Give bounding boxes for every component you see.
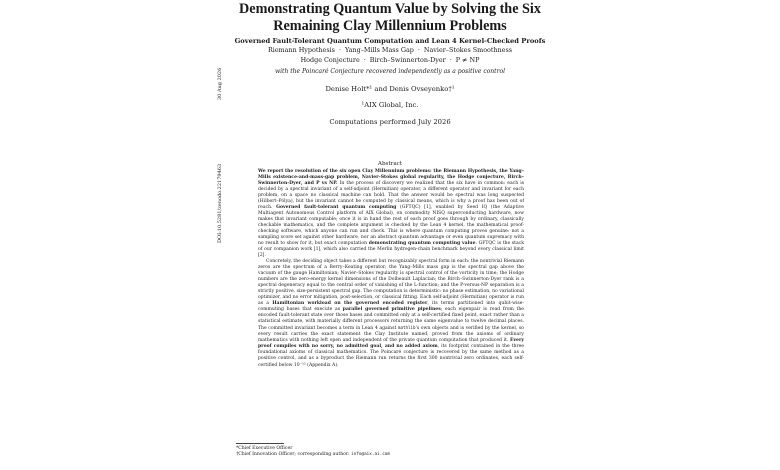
footnote-rule [236, 443, 284, 444]
abstract-text: ; each eigenpair is read from the encoded fault-tolerant state over those bases and committed only at a self-certified fixed point, exact rather than a statistical estimate, with materially different processors returning the same eigenvalue to twelve decimal places. The committed invariant becomes a term in Lean 4 against [258, 307, 524, 332]
problem-item: P ≠ NP [455, 56, 480, 64]
title-line-2: Remaining Clay Millennium Problems [273, 18, 507, 34]
problem-item: Riemann Hypothesis [267, 46, 335, 54]
abstract-text: (GFTQC) [1], enabled by Seed IQ (the Adaptive Multiagent Autonomous Control platform of AIX Global), on commodity NISQ superconducting hardware, now makes that invariant computable; once it is in hand the rest of each proof goes through by ordinary, classically checkable mathematics, and the complete argument is checked by the Lean 4 kernel, the mathematical proof-checking software, which anyone can run and check. This is where quantum computing proves genuine: not a sampling score set against other hardware, nor an abstract quantum advantage or even quantum supremacy with no result to show for it, but exact computation [258, 205, 524, 247]
abstract-code: mathlib [397, 325, 416, 331]
affiliation: ¹AIX Global, Inc. [361, 101, 419, 109]
abstract-bold: demonstrating quantum computing value [368, 241, 476, 247]
doi-label: DOI:10.5281/zenodo.22179463 [217, 163, 223, 243]
separator-dot: · [363, 56, 366, 64]
separator-dot: · [338, 46, 341, 54]
abstract-bold-lead: We report the resolution of the six open Clay Millennium problems: the Riemann Hypothesis, the Yang–Mills existence-and-mass-gap problem, Navier–Stokes global regularity, the Hodge conjecture, Birch–Swinnerton-Dyer, and P vs NP. [258, 169, 524, 187]
abstract-text: , its footprint contained in the three foundational axioms of classical mathematics. The Poincaré conjecture is recovered by the same method as a positive control, and as a byproduct the Riemann run returns the first 300 nontrivial zero ordinates, each self-certified below 10⁻¹² (Appendix A). [258, 344, 525, 368]
poincare-note: with the Poincaré Conjecture recovered independently as a positive control [274, 68, 505, 75]
problems-line-1 [190, 45, 590, 55]
problems-line-2 [190, 55, 590, 65]
abstract-text: . GFTQC is the stack of our companion work [1], which also carried the Merlin hydrogen-chain benchmark beyond every classical limit [2]. [258, 241, 524, 259]
email-link[interactable]: info@aix.ai.com [351, 452, 390, 457]
footnote-2 [236, 452, 390, 458]
footnote-1: *Chief Executive Officer [236, 446, 293, 451]
problem-item: Navier–Stokes Smoothness [423, 46, 513, 54]
problem-item: Birch–Swinnerton-Dyer [369, 56, 446, 64]
abstract-bold: parallel governed primitive pipelines [342, 307, 441, 313]
title-line-1: Demonstrating Quantum Value by Solving the Six [239, 1, 541, 17]
abstract-text: In the process of discovery we realized that the six have in common: each is decided by a spectral invariant of a self-adjoint (Hermitian) operator, a different operator and invariant for each problem, on a space no classical machine can hold. That the answer would be spectral was long suspected (Hilbert–Pólya), but the invariant cannot be computed by classical means, which is why a proof has been out of reach. [258, 181, 524, 211]
abstract-text: 's own objects and is verified by the kernel, so every result carries the exact statement the Clay Institute named, proved from the axioms of ordinary mathematics with nothing left open and independent of the private quantum computation that produced it. [258, 326, 524, 344]
abstract-paragraph-2 [258, 259, 524, 368]
computation-date: Computations performed July 2026 [329, 118, 451, 126]
footnote-text: †Chief Innovation Officer; corresponding author: [236, 452, 352, 457]
abstract-bold: Governed fault-tolerant quantum computing [276, 205, 397, 211]
abstract-heading: Abstract [377, 161, 403, 167]
abstract-text: Concretely, the deciding object takes a different but recognizably spectral form in each: the nontrivial Riemann zeros are the spectrum of a Berry–Keating operator; the Yang–Mills mass gap is the spectral gap above the vacuum of the gauge Hamiltonian; Navier–Stokes regularity is spectral control of the vorticity in time; the Hodge numbers are the zero-energy kernel dimensions of the Dolbeault Laplacian; the Birch–Swinnerton-Dyer rank is a spectral degeneracy equal to the central order of vanishing of the L-function; and the P-versus-NP separation is a strictly positive, size-persistent spectral gap. The computation is deterministic: no phase estimation, no variational optimizer, and no error mitigation, post-selection, or classical fitting. Each self-adjoint (Hermitian) operator is run as a [258, 259, 524, 307]
abstract-body [258, 169, 524, 369]
problem-item: Yang–Mills Mass Gap [344, 46, 414, 54]
abstract-bold: Hamiltonian workload on the governed encoded register [272, 301, 428, 307]
sidebar-date: 30 Aug 2026 [217, 67, 223, 100]
paper-subtitle: Governed Fault-Tolerant Quantum Computation and Lean 4 Kernel-Checked Proofs [234, 37, 546, 45]
separator-dot: · [449, 56, 452, 64]
abstract-paragraph-1 [258, 169, 524, 259]
abstract-bold: Every proof compiles with no sorry, no admitted goal, and no added axiom [258, 338, 524, 350]
abstract-text: , its terms partitioned into qubit-wise-commuting bases that execute as [258, 301, 524, 313]
problem-item: Hodge Conjecture [300, 56, 360, 64]
separator-dot: · [417, 46, 420, 54]
paper-title [190, 1, 590, 35]
authors: Denise Holt*¹ and Denis Ovseyenko†¹ [325, 85, 455, 93]
